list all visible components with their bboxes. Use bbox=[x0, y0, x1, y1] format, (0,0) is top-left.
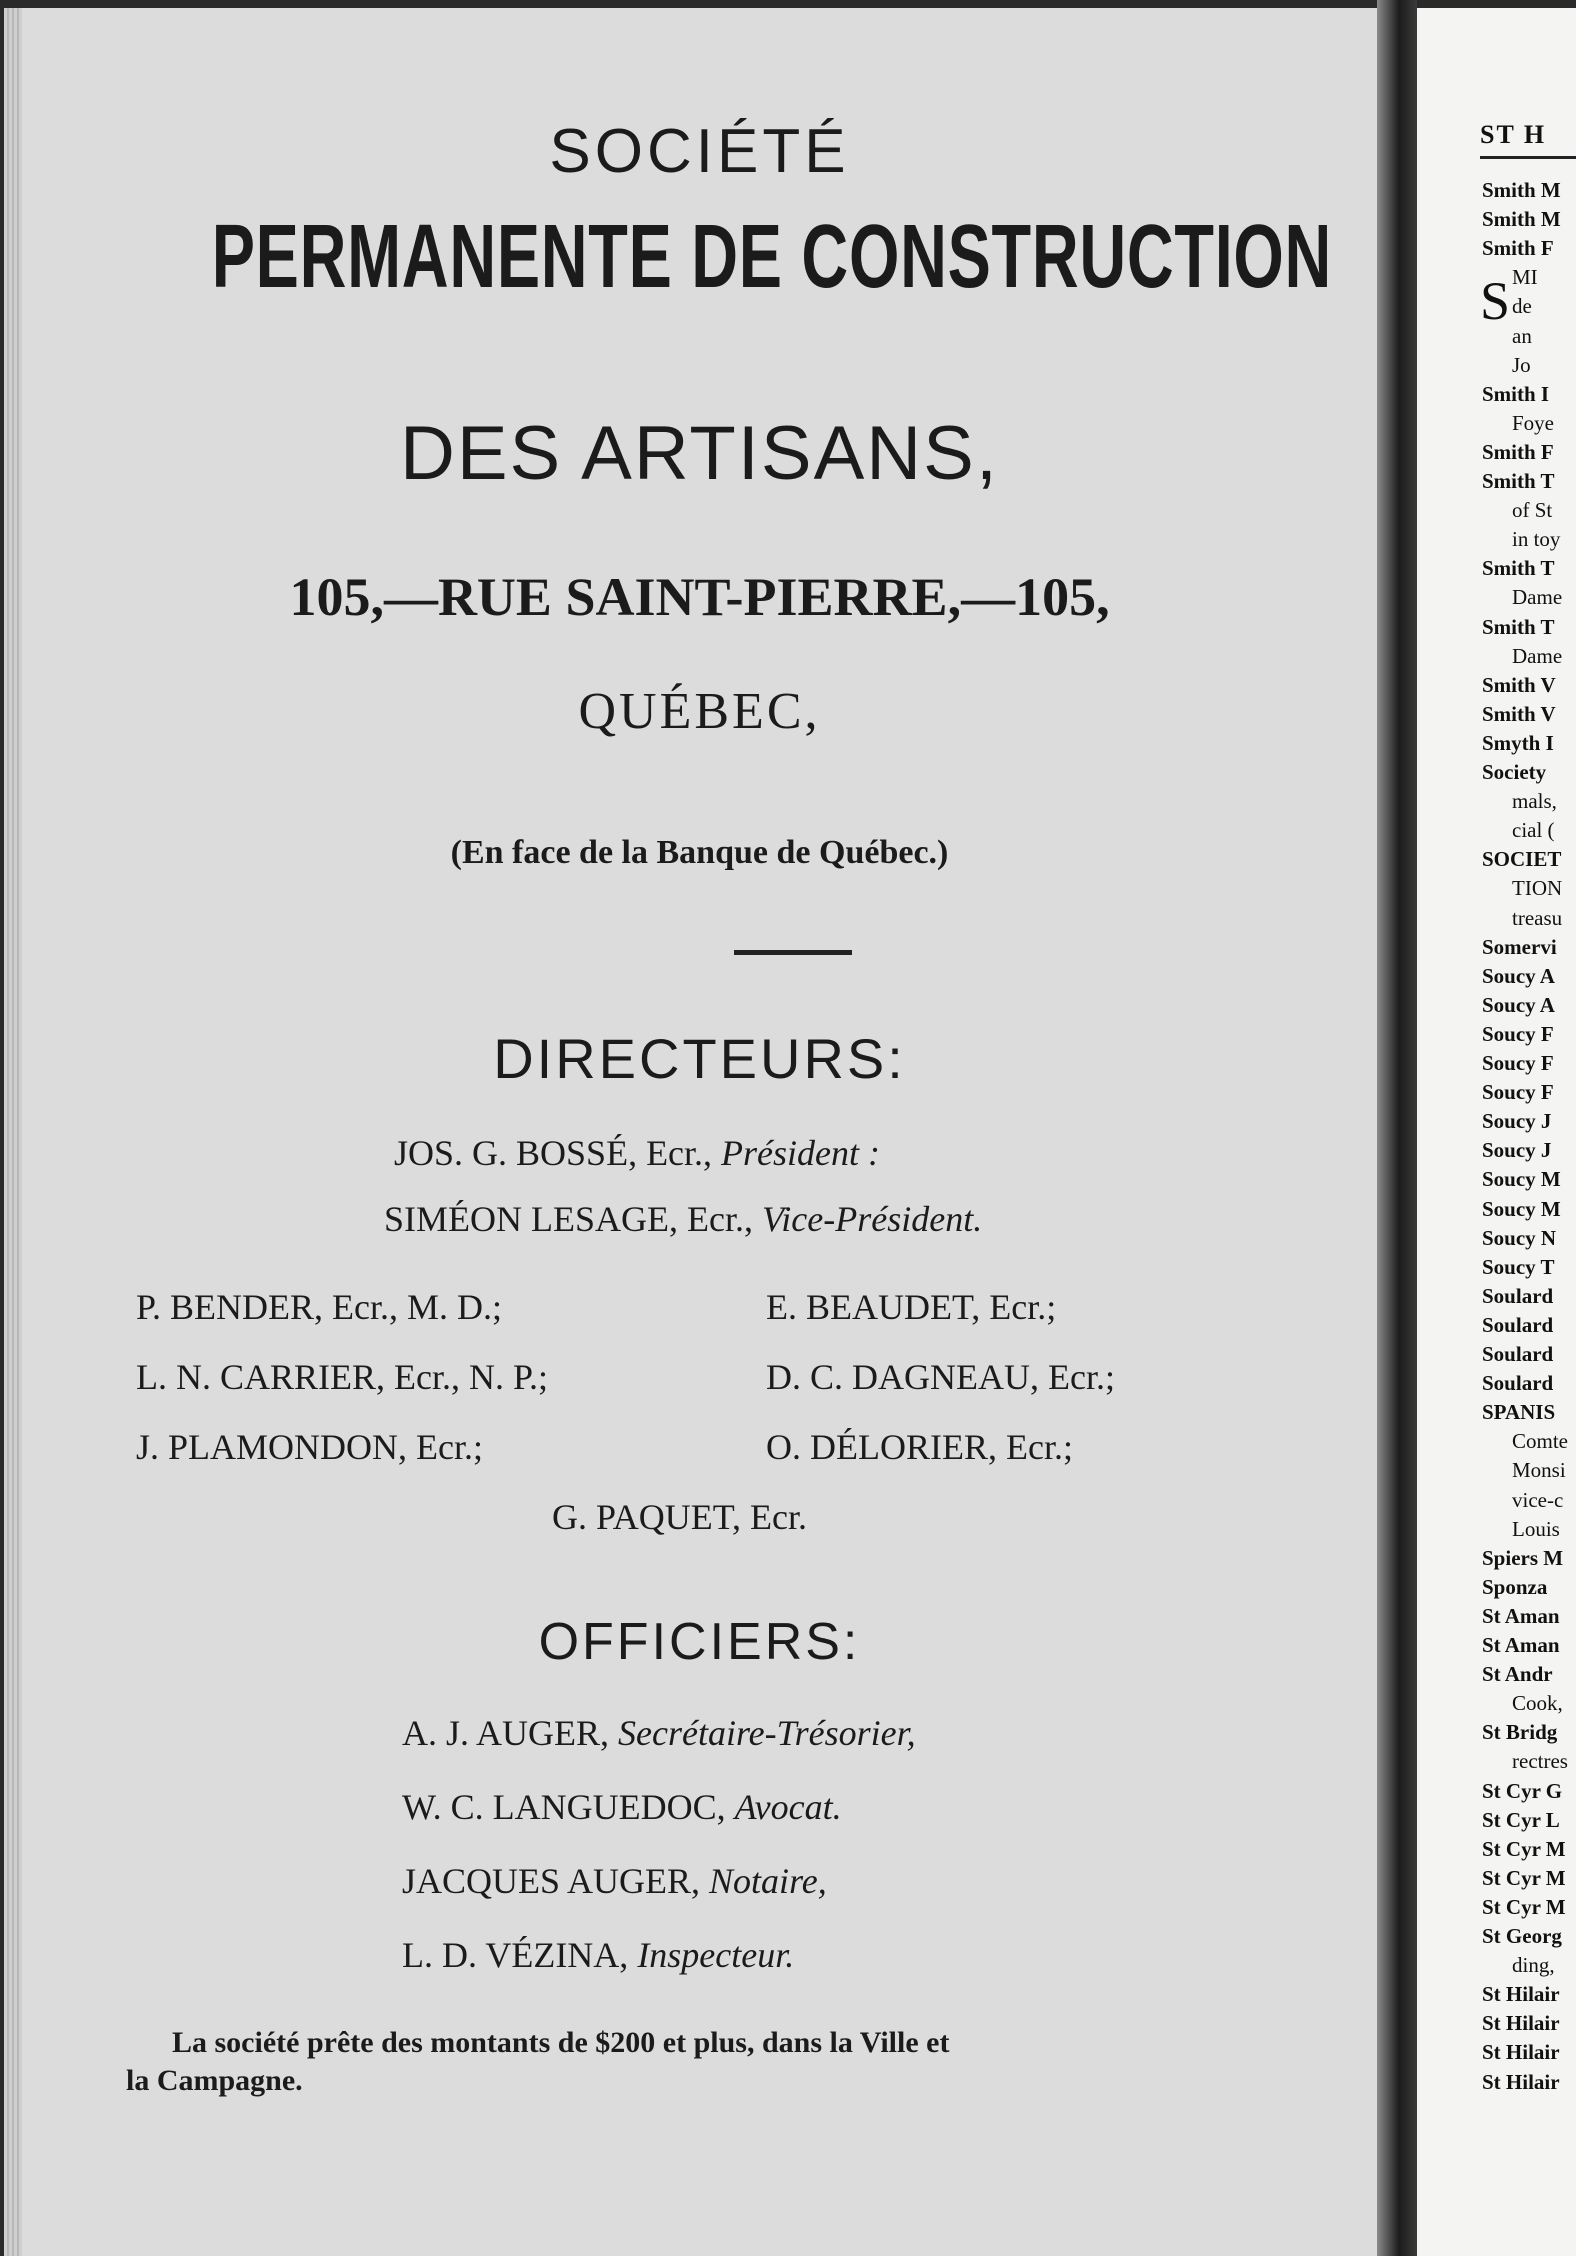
director-name: SIMÉON LESAGE, Ecr., bbox=[384, 1199, 753, 1239]
directory-entry: Society bbox=[1482, 760, 1547, 784]
director-name: JOS. G. BOSSÉ, Ecr., bbox=[394, 1133, 713, 1173]
directory-entry: in toy bbox=[1512, 527, 1561, 552]
directory-entry: Soucy F bbox=[1482, 1021, 1554, 1046]
directory-entry: TION bbox=[1512, 876, 1563, 901]
directory-entry: treasu bbox=[1512, 905, 1563, 930]
footer-line: La société prête des montants de $200 et plus, dans la Ville et bbox=[172, 2026, 950, 2059]
directory-entry: St Cyr G bbox=[1482, 1778, 1563, 1803]
officer-row bbox=[402, 1786, 842, 1828]
officer-row bbox=[402, 1712, 916, 1754]
directory-entry: vice-c bbox=[1512, 1487, 1564, 1512]
directory-entry: Soulard bbox=[1482, 1371, 1554, 1396]
directory-entry: an bbox=[1512, 323, 1532, 348]
directory-entry: Smith V bbox=[1482, 701, 1556, 726]
officer-name: L. D. VÉZINA, bbox=[402, 1935, 629, 1975]
directory-entry: St Hilair bbox=[1482, 2069, 1560, 2094]
directory-entry: Smith T bbox=[1482, 469, 1555, 493]
title-artisans: DES ARTISANS, bbox=[399, 411, 999, 496]
right-page bbox=[1417, 8, 1576, 2256]
directory-entry: Cook, bbox=[1512, 1691, 1563, 1716]
directory-entry: St Hilair bbox=[1482, 2040, 1560, 2065]
running-header: ST H bbox=[1480, 120, 1547, 149]
directory-entry: St Andr bbox=[1482, 1662, 1553, 1687]
drop-cap: S bbox=[1480, 271, 1511, 331]
directory-entry: St Cyr M bbox=[1482, 1865, 1566, 1890]
directory-entry: Soucy F bbox=[1482, 1051, 1554, 1075]
directory-entry: Jo bbox=[1512, 352, 1531, 377]
directory-entry: mals, bbox=[1512, 789, 1557, 814]
director-role: Président : bbox=[721, 1133, 881, 1173]
officer-role: Inspecteur. bbox=[637, 1935, 795, 1975]
divider-rule bbox=[734, 950, 852, 955]
location-note: (En face de la Banque de Québec.) bbox=[450, 834, 949, 871]
directory-entry: Sponza bbox=[1482, 1574, 1548, 1599]
directory-entry: Smith T bbox=[1482, 614, 1555, 639]
officer-role: Secrétaire-Trésorier, bbox=[618, 1713, 916, 1753]
directory-entry: Soucy F bbox=[1482, 1080, 1554, 1105]
city: QUÉBEC, bbox=[578, 683, 821, 740]
director-last: G. PAQUET, Ecr. bbox=[552, 1497, 807, 1537]
officer-row bbox=[402, 1860, 827, 1902]
directory-entry: de bbox=[1512, 294, 1532, 319]
directory-entry: Soucy A bbox=[1482, 963, 1555, 988]
directory-entry: St Bridg bbox=[1482, 1720, 1558, 1745]
directory-entry: Soucy J bbox=[1482, 1109, 1552, 1134]
director-right: D. C. DAGNEAU, Ecr.; bbox=[766, 1357, 1115, 1397]
directory-entry: Soucy A bbox=[1482, 992, 1555, 1017]
directory-entry: Dame bbox=[1512, 643, 1563, 668]
director-president bbox=[394, 1132, 880, 1174]
directory-entry: ding, bbox=[1512, 1953, 1555, 1978]
header-rule bbox=[1480, 156, 1576, 159]
directory-entry: Soulard bbox=[1482, 1312, 1554, 1337]
title-permanente: PERMANENTE DE CONSTRUCTION bbox=[211, 207, 1333, 307]
left-page bbox=[22, 8, 1377, 2256]
directory-entry: Smith F bbox=[1482, 439, 1554, 464]
directory-entry: St Cyr L bbox=[1482, 1807, 1560, 1832]
directory-entry: rectres bbox=[1512, 1749, 1568, 1774]
directory-entry: Louis bbox=[1512, 1516, 1560, 1541]
director-right: O. DÉLORIER, Ecr.; bbox=[766, 1427, 1073, 1467]
book-gutter bbox=[1377, 0, 1417, 2256]
directory-entry: Somervi bbox=[1482, 934, 1557, 959]
address: 105,—RUE SAINT-PIERRE,—105, bbox=[289, 567, 1110, 627]
directory-entry: St Cyr M bbox=[1482, 1894, 1566, 1919]
directory-entry: Spiers M bbox=[1482, 1545, 1564, 1570]
directory-entry: St Georg bbox=[1482, 1924, 1562, 1948]
directory-entry: Foye bbox=[1512, 410, 1554, 435]
officer-name: JACQUES AUGER, bbox=[402, 1861, 701, 1901]
directory-entry: Soucy J bbox=[1482, 1138, 1552, 1163]
officer-name: W. C. LANGUEDOC, bbox=[402, 1787, 726, 1827]
directory-entry: Soucy M bbox=[1482, 1196, 1561, 1221]
directory-entry: Soulard bbox=[1482, 1283, 1554, 1308]
officer-name: A. J. AUGER, bbox=[402, 1713, 610, 1753]
directory-entry: of St bbox=[1512, 498, 1553, 523]
officer-role: Avocat. bbox=[734, 1787, 842, 1827]
directory-entry: St Hilair bbox=[1482, 2011, 1560, 2036]
officer-role: Notaire, bbox=[709, 1861, 827, 1901]
directory-entry: Monsi bbox=[1512, 1458, 1566, 1483]
directory-entry: St Aman bbox=[1482, 1603, 1560, 1628]
directors-heading: DIRECTEURS: bbox=[493, 1027, 906, 1090]
directory-entry: St Hilair bbox=[1482, 1982, 1560, 2007]
directory-entry: Soucy N bbox=[1482, 1225, 1557, 1250]
directory-entry: St Aman bbox=[1482, 1633, 1560, 1657]
director-left: L. N. CARRIER, Ecr., N. P.; bbox=[136, 1357, 549, 1397]
footer-line: la Campagne. bbox=[126, 2064, 303, 2097]
directory-entry: Dame bbox=[1512, 585, 1563, 610]
directory-entry: Soucy M bbox=[1482, 1167, 1561, 1192]
directory-entry: MI bbox=[1512, 265, 1538, 290]
directory-entry: St Cyr M bbox=[1482, 1836, 1566, 1861]
directory-entry: SPANIS bbox=[1482, 1400, 1556, 1425]
directory-entry: Smith V bbox=[1482, 672, 1556, 697]
directory-entry: Smith F bbox=[1482, 236, 1554, 261]
directory-entry: Smyth I bbox=[1482, 730, 1554, 755]
directory-entry: cial ( bbox=[1512, 818, 1555, 843]
directory-entry: Comte bbox=[1512, 1429, 1568, 1454]
director-left: J. PLAMONDON, Ecr.; bbox=[136, 1427, 483, 1467]
directory-entry: Soulard bbox=[1482, 1342, 1554, 1366]
directory-entry: SOCIET bbox=[1482, 847, 1562, 872]
directory-entry: Smith I bbox=[1482, 381, 1550, 406]
officers-heading: OFFICIERS: bbox=[538, 1613, 861, 1671]
director-left: P. BENDER, Ecr., M. D.; bbox=[136, 1287, 503, 1327]
director-vice-president bbox=[384, 1198, 982, 1240]
directory-entry: Smith M bbox=[1482, 207, 1561, 232]
director-right: E. BEAUDET, Ecr.; bbox=[766, 1287, 1057, 1327]
title-societe: SOCIÉTÉ bbox=[549, 117, 850, 186]
officer-row bbox=[402, 1934, 794, 1976]
director-role: Vice-Président. bbox=[761, 1199, 983, 1239]
directory-entry: Smith M bbox=[1482, 178, 1561, 202]
directory-entry: Smith T bbox=[1482, 556, 1555, 581]
directory-entry: Soucy T bbox=[1482, 1254, 1555, 1279]
